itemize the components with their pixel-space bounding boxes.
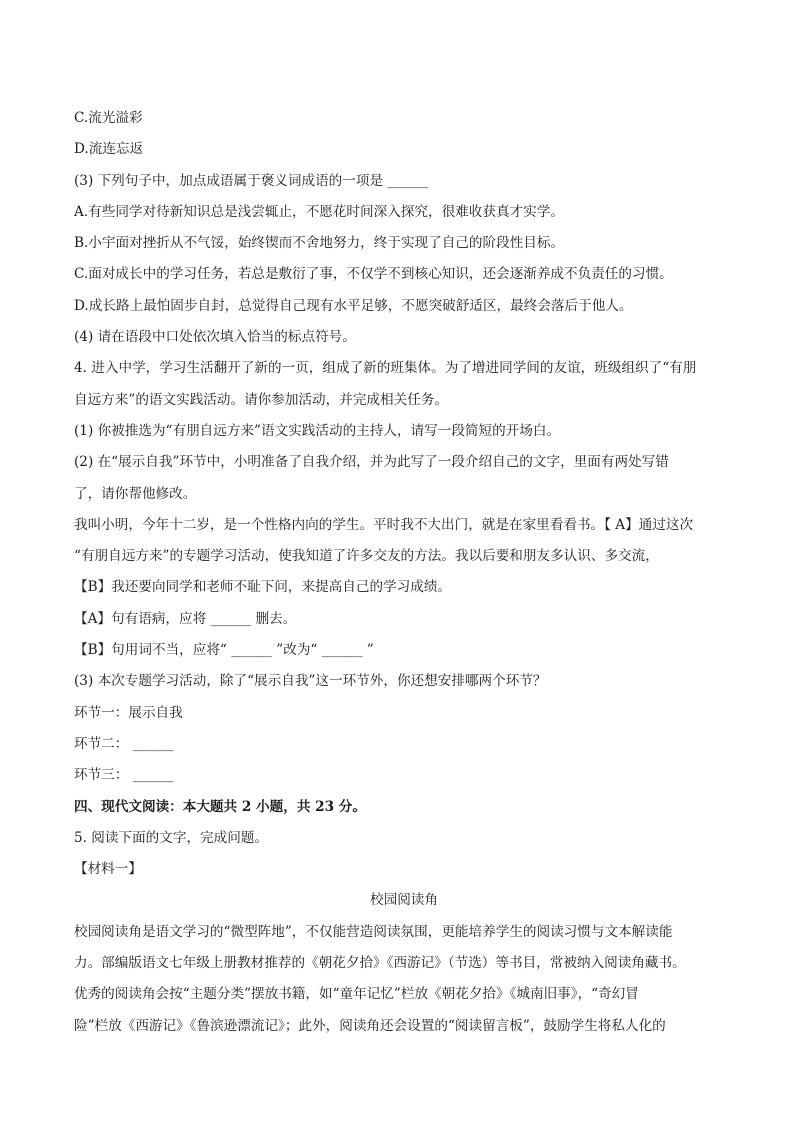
article-line-1: 校园阅读角是语文学习的“微型阵地”，不仅能营造阅读氛围，更能培养学生的阅读习惯与文本解读能 <box>74 923 673 940</box>
article-line-2: 力。部编版语文七年级上册教材推荐的《朝花夕拾》《西游记》（节选）等书目，常被纳入阅读角藏书。 <box>74 955 686 972</box>
passage-line-1: 我叫小明，今年十二岁，是一个性格内向的学生。平时我不大出门，就是在家里看看书。【 A】通过这次 <box>74 516 694 533</box>
answer-a-line: 【A】句有语病，应将 ______ 删去。 <box>74 610 297 627</box>
option-c-line: C.流光溢彩 <box>74 110 143 126</box>
segment-three: 环节三： ______ <box>74 767 174 784</box>
segment-one: 环节一：展示自我 <box>74 704 183 721</box>
question-4-intro-line-1: 4. 进入中学，学习生活翻开了新的一页，组成了新的班集体。为了增进同学间的友谊，班级组织了“有朋 <box>74 360 697 377</box>
article-line-4: 险”栏放《西游记》《鲁滨逊漂流记》；此外，阅读角还会设置的“阅读留言板”，鼓励学生将私人化的 <box>74 1017 666 1034</box>
question-5-intro: 5. 阅读下面的文字，完成问题。 <box>74 829 269 846</box>
question-3-4: (4) 请在语段中口处依次填入恰当的标点符号。 <box>74 329 356 346</box>
option-b-sentence: B.小宇面对挫折从不气馁，始终锲而不舍地努力，终于实现了自己的阶段性目标。 <box>74 235 565 252</box>
question-3-3: (3) 下列句子中，加点成语属于褒义词成语的一项是 ______ <box>74 172 429 189</box>
material-one-label: 【材料一】 <box>74 861 142 878</box>
passage-line-3: 【B】我还要向同学和老师不耻下问，来提高自己的学习成绩。 <box>74 579 452 596</box>
answer-b-line: 【B】句用词不当，应将“ ______ ”改为“ ______ ” <box>74 642 374 659</box>
question-4-intro-line-2: 自远方来”的语文实践活动。请你参加活动，并完成相关任务。 <box>74 391 448 408</box>
question-4-2-line-2: 了，请你帮他修改。 <box>74 485 197 502</box>
option-c-sentence: C.面对成长中的学习任务，若总是敷衍了事，不仅学不到核心知识，还会逐渐养成不负责任的习惯。 <box>74 266 673 283</box>
article-title: 校园阅读角 <box>370 892 438 909</box>
question-4-2-line-1: (2) 在“展示自我”环节中，小明准备了自我介绍，并为此写了一段介绍自己的文字，里面有两处写错 <box>74 454 669 471</box>
option-d-sentence: D.成长路上最怕固步自封，总觉得自己现有水平足够，不愿突破舒适区，最终会落后于他人。 <box>74 297 633 314</box>
option-d-line: D.流连忘返 <box>74 141 144 158</box>
passage-line-2: “有朋自远方来”的专题学习活动，使我知道了许多交友的方法。我以后要和朋友多认识、多交流， <box>74 548 659 565</box>
question-4-3: (3) 本次专题学习活动，除了“展示自我”这一环节外，你还想安排哪两个环节？ <box>74 673 547 690</box>
segment-two: 环节二： ______ <box>74 735 174 752</box>
option-a-sentence: A.有些同学对待新知识总是浅尝辄止，不愿花时间深入探究，很难收获真才实学。 <box>74 203 564 220</box>
question-4-1: (1) 你被推选为“有朋自远方来”语文实践活动的主持人，请写一段简短的开场白。 <box>74 422 561 439</box>
article-line-3: 优秀的阅读角会按“主题分类”摆放书籍，如“童年记忆”栏放《朝花夕拾》《城南旧事》，“奇幻冒 <box>74 986 639 1003</box>
section-heading-modern-reading: 四、现代文阅读：本大题共 2 小题，共 23 分。 <box>74 798 366 815</box>
